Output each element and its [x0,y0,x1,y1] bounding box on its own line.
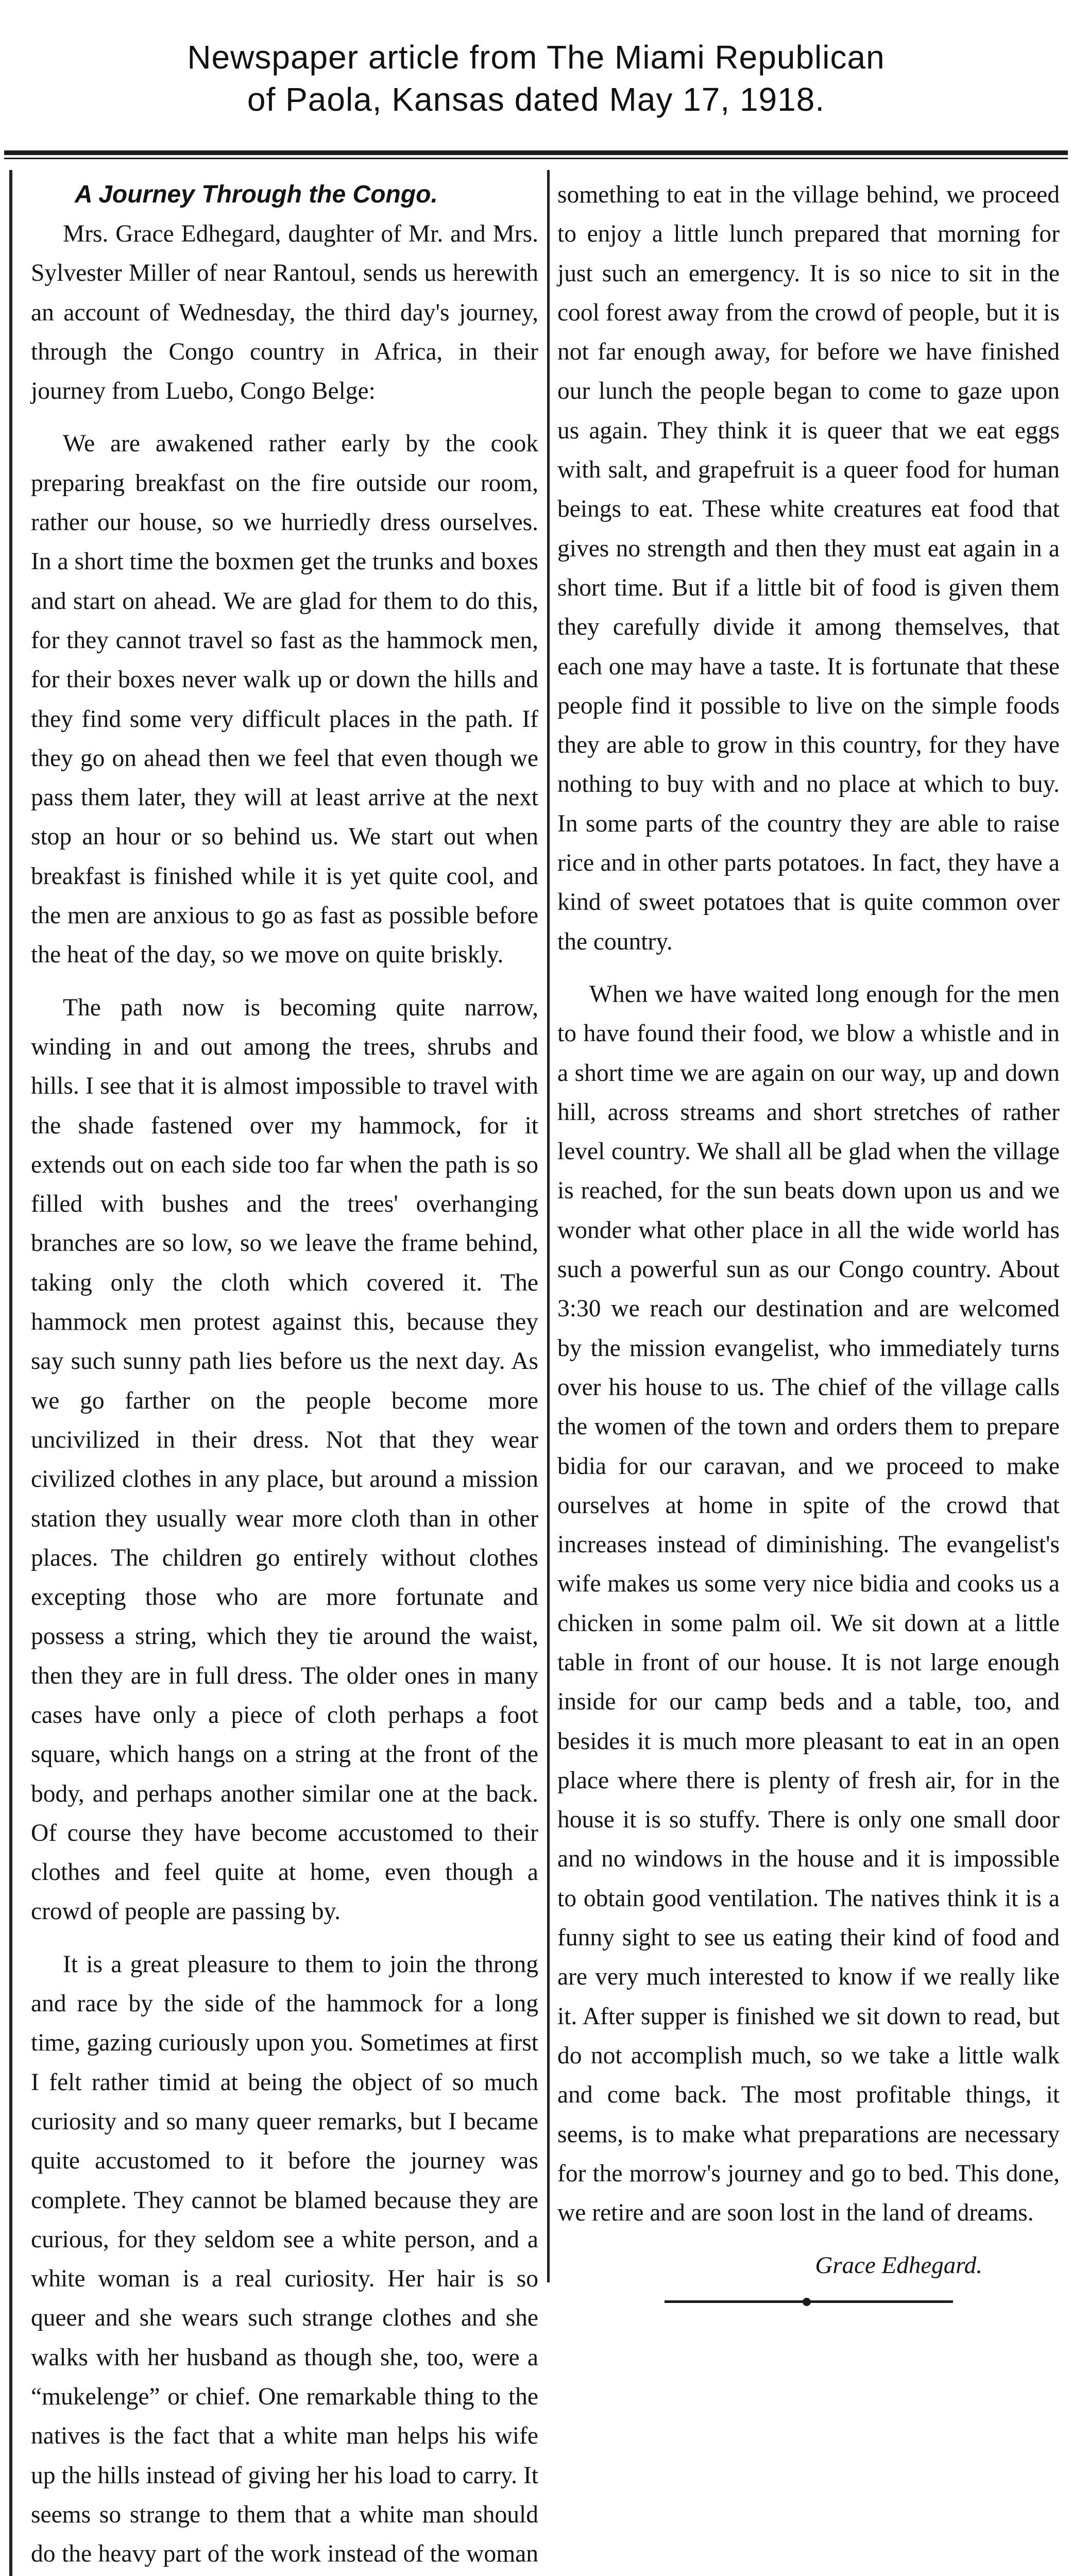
top-rule-thin [4,158,1068,159]
article-column-right [557,175,1060,2303]
article-paragraph: When we have waited long enough for the men to have found their food, we blow a whistle and in a short time we are again on our way, up and down hill, across streams and short stretches of rather level country. We shall all be glad when the village is reached, for the sun beats down upon us and we wonder what other place in all the wide world has such a powerful sun as our Congo country. About 3:30 we reach our destination and are welcomed by the mission evangelist, who immediately turns over his house to us. The chief of the village calls the women of the town and orders them to prepare bidia for our caravan, and we proceed to make ourselves at home in spite of the crowd that increases instead of diminishing. The evangelist's wife makes us some very nice bidia and cooks us a chicken in some palm oil. We sit down at a little table in front of our house. It is not large enough inside for our camp beds and a table, too, and besides it is much more pleasant to eat in an open place where there is plenty of fresh air, for in the house it is so stuffy. There is only one small door and no windows in the house and it is impossible to obtain good ventilation. The natives think it is a funny sight to see us eating their kind of food and are very much interested to know if we really like it. After supper is finished we sit down to read, but do not accomplish much, so we take a little walk and come back. The most profitable things, it seems, is to make what preparations are necessary for the morrow's journey and go to bed. This done, we retire and are soon lost in the land of dreams. [557,980,1060,2227]
caption-line-2: of Paola, Kansas dated May 17, 1918. [247,81,825,118]
top-rule [4,150,1068,155]
column-border-left [9,170,12,2576]
article-paragraph: We are awakened rather early by the cook preparing breakfast on the fire outside our room, rather our house, so we hurriedly dress ourselves. In a short time the boxmen get the trunks and boxes and start on ahead. We are glad for them to do this, for they cannot travel so fast as the hammock men, for their boxes never walk up or down the hills and they find some very difficult places in the path. If they go on ahead then we feel that even though we pass them later, they will at least arrive at the next stop an hour or so behind us. We start out when breakfast is finished while it is yet quite cool, and the men are anxious to go as fast as possible before the heat of the day, so we move on quite briskly. [31,430,538,969]
article-column-left [31,175,538,2576]
column-divider [547,170,550,2282]
image-caption [0,36,1072,121]
article-paragraph: The path now is becoming quite narrow, winding in and out among the trees, shrubs and hills. I see that it is almost impossible to travel with the shade fastened over my hammock, for it extends out on each side too far when the path is so filled with bushes and the trees' overhanging branches are so low, so we leave the frame behind, taking only the cloth which covered it. The hammock men protest against this, because they say such sunny path lies before us the next day. As we go farther on the people become more uncivilized in their dress. Not that they wear civilized clothes in any place, but around a mission station they usually wear more cloth than in other places. The children go entirely without clothes excepting those who are more fortunate and possess a string, which they tie around the waist, then they are in full dress. The older ones in many cases have only a piece of cloth perhaps a foot square, which hangs on a string at the front of the body, and perhaps another similar one at the back. Of course they have become accustomed to their clothes and feel quite at home, even though a crowd of people are passing by. [31,994,538,1925]
article-paragraph: something to eat in the village behind, we proceed to enjoy a little lunch prepared that morning for just such an emergency. It is so nice to sit in the cool forest away from the crowd of people, but it is not far enough away, for before we have finished our lunch the people began to come to gaze upon us again. They think it is queer that we eat eggs with salt, and grapefruit is a queer food for human beings to eat. These white creatures eat food that gives no strength and then they must eat again in a short time. But if a little bit of food is given them they carefully divide it among themselves, that each one may have a taste. It is fortunate that these people find it possible to live on the simple foods they are able to grow in this country, for they have nothing to buy with and no place at which to buy. In some parts of the country they are able to raise rice and in other parts potatoes. In fact, they have a kind of sweet potatoes that is quite common over the country. [557,181,1060,955]
article-signature: Grace Edhegard. [815,2252,982,2279]
article-headline: A Journey Through the Congo. [75,181,438,208]
caption-line-1: Newspaper article from The Miami Republican [187,39,885,76]
article-paragraph: It is a great pleasure to them to join the throng and race by the side of the hammock for a long time, gazing curiously upon you. Sometimes at first I felt rather timid at being the object of so much curiosity and so many queer remarks, but I became quite accustomed to it before the journey was complete. They cannot be blamed because they are curious, for they seldom see a white person, and a white woman is a real curiosity. Her hair is so queer and she wears such strange clothes and she walks with her husband as though she, too, were a “mukelenge” or chief. One remarkable thing to the natives is the fact that a white man helps his wife up the hills instead of giving her his load to carry. It seems so strange to them that a white man should do the heavy part of the work instead of the woman [31,1951,538,2568]
article-paragraph: Mrs. Grace Edhegard, daughter of Mr. and Mrs. Sylvester Miller of near Rantoul, sends us herewith an account of Wednesday, the third day's journey, through the Congo country in Africa, in their journey from Luebo, Congo Belge: [31,221,538,405]
signature-rule [665,2300,953,2303]
